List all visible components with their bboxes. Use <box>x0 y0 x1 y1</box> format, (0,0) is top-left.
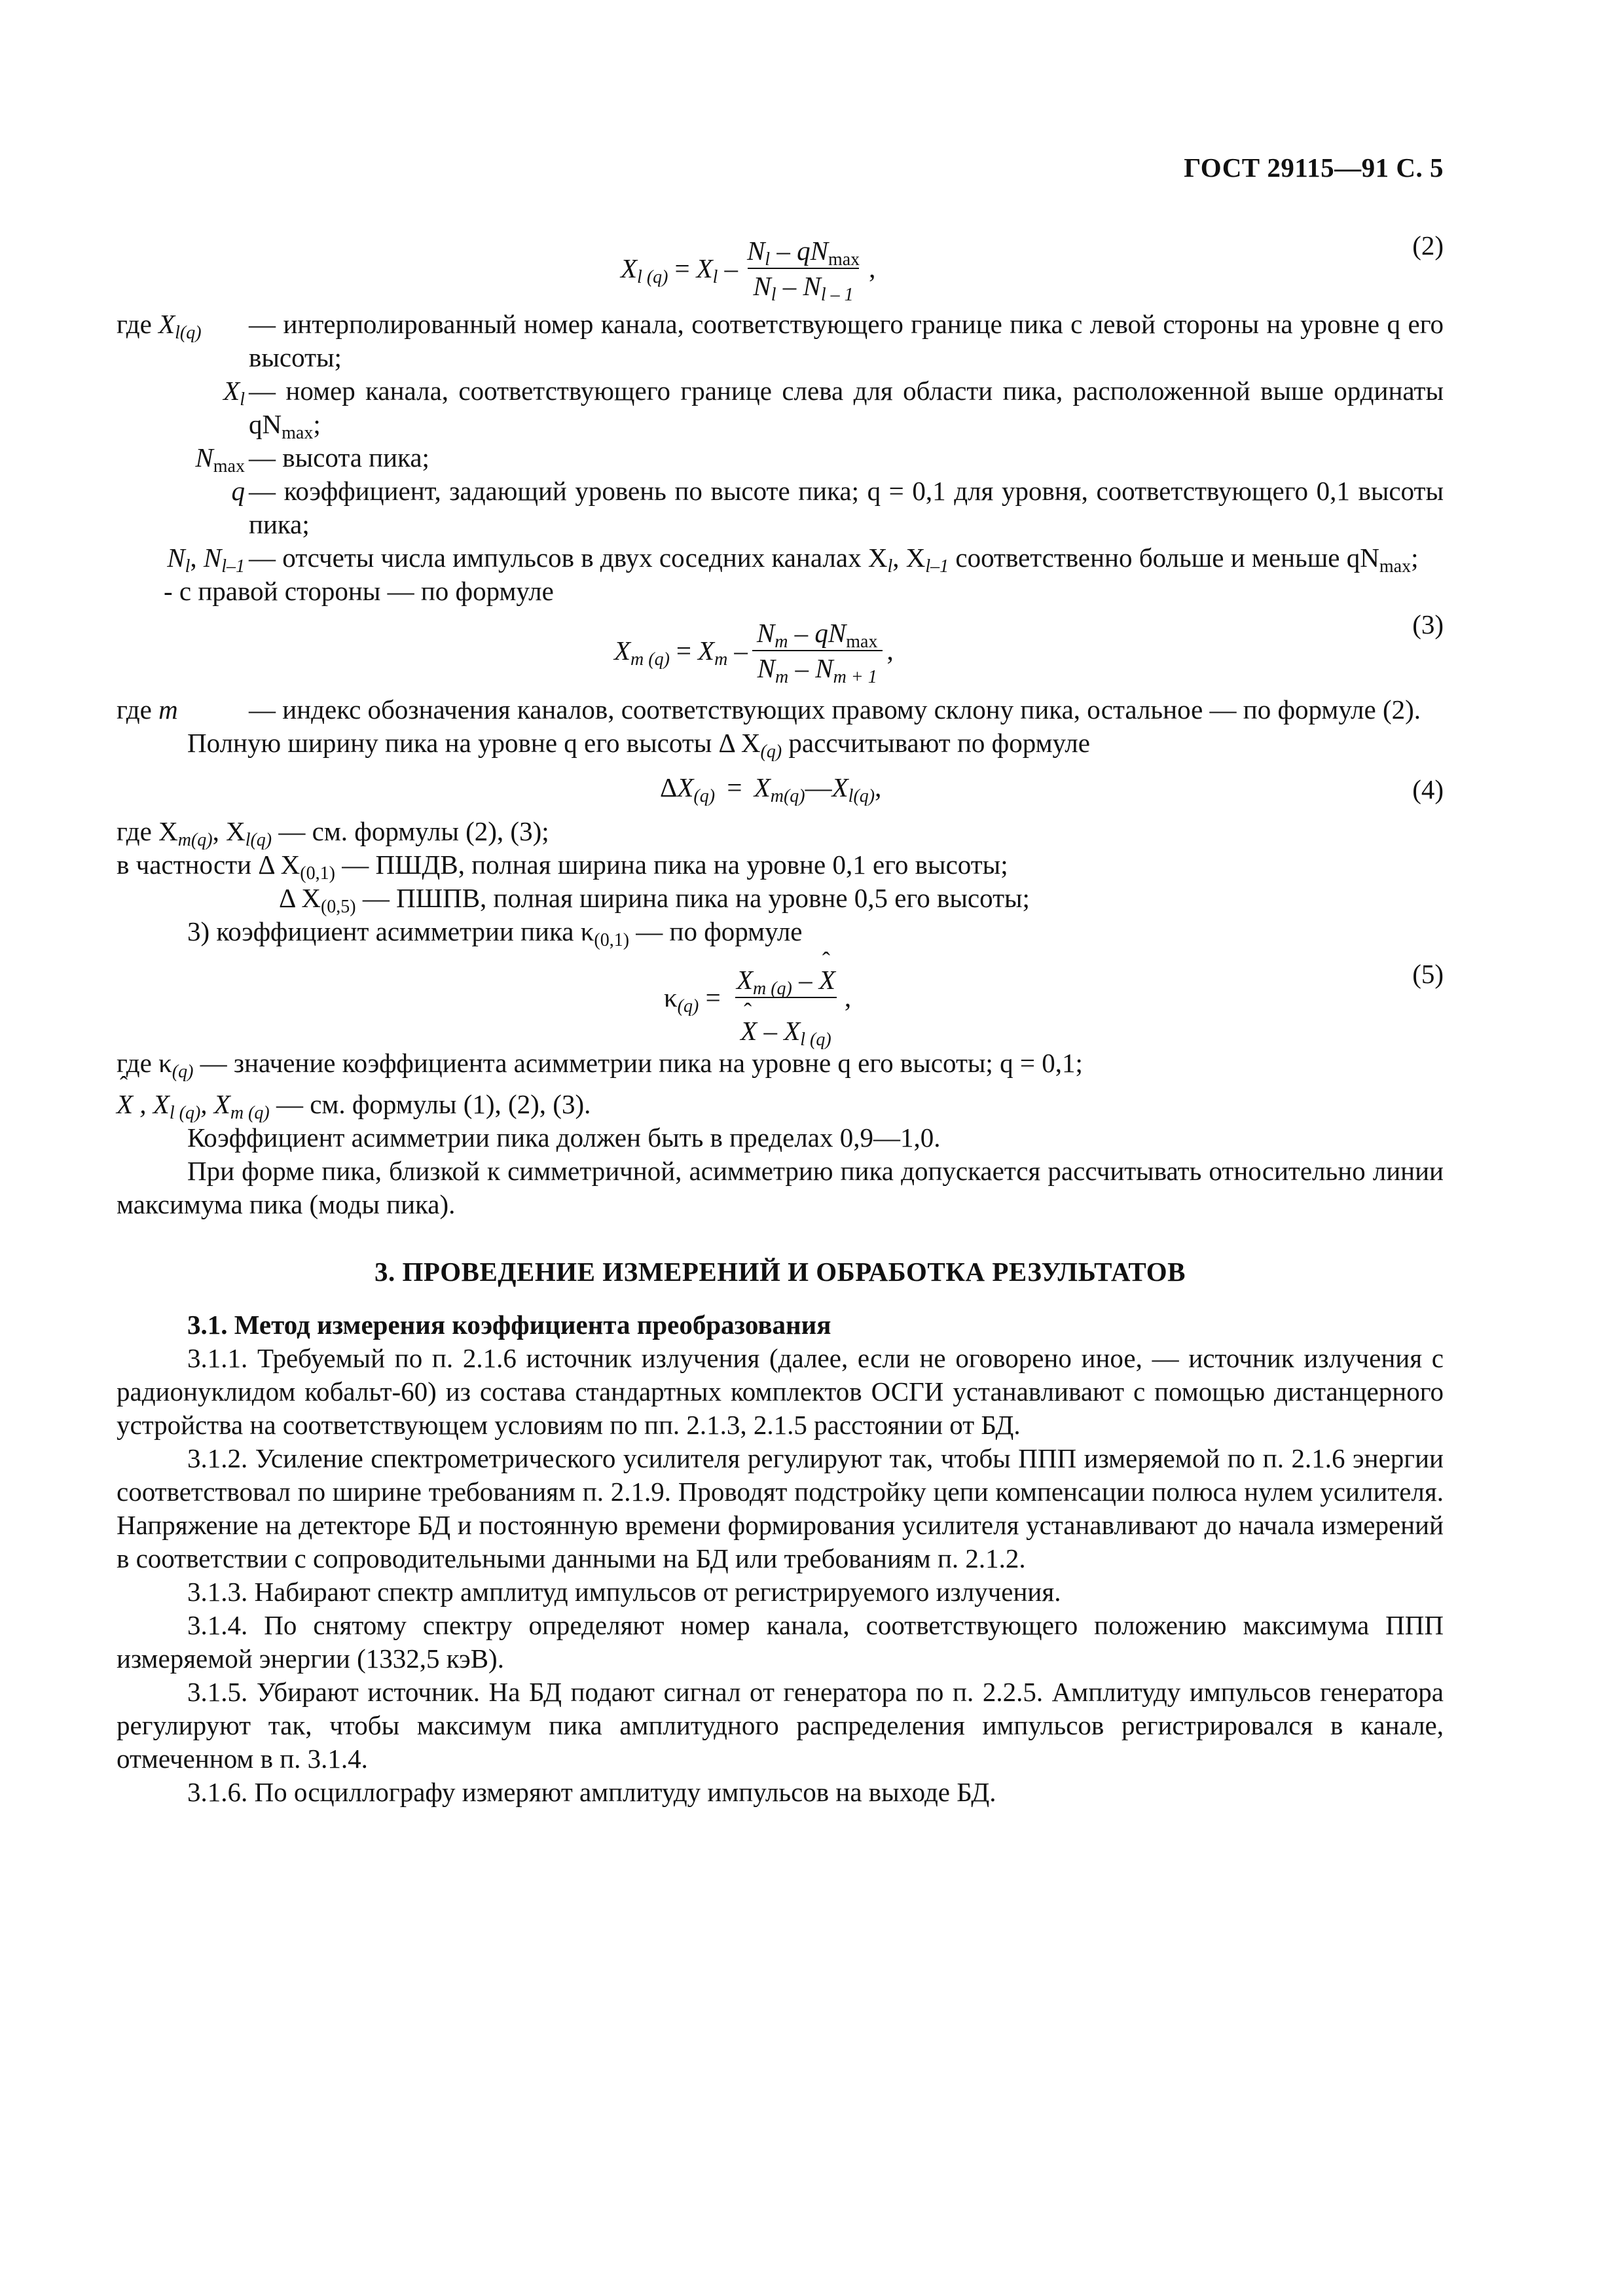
formula-2-number: (2) <box>1412 230 1444 260</box>
def-kappa: где $\kappa_{(q)}$ — значение коэффициента асимметрии пика на уровне q его высоты; q = 0,1; <box>117 1048 1083 1082</box>
paragraph-3-1-6: 3.1.6. По осциллографу измеряют амплитуду импульсов на выходе БД. <box>187 1777 996 1807</box>
def-xhat-refs: ˆ X , $X_{l (q)}$, $X_{m (q)}$ — см. формулы (1), (2), (3). <box>117 1088 1444 1121</box>
formula-5-number: (5) <box>1412 959 1444 989</box>
def-xlq: где $X_{l(q)}$ — интерполированный номер канала, соответствующего границе пика с левой стороны на уровне q его высоты; <box>117 309 1444 372</box>
def-x-refs: где $X_{m(q)}$, $X_{l(q)}$ — см. формулы (2), (3); <box>117 816 549 850</box>
section-3-1-title: 3.1. Метод измерения коэффициента преобразования <box>187 1310 831 1340</box>
formula-4: Δ $X_{(q)}$ = $X_{m(q)}$ — $X_{l(q)}$ , (4) <box>660 772 1444 806</box>
def-q: q — коэффициент, задающий уровень по высоте пика; q = 0,1 для уровня, соответствующего 0,1 высоты пика; <box>231 476 1444 539</box>
width-intro: Полную ширину пика на уровне q его высоты Δ $X_{(q)}$ рассчитывают по формуле <box>187 728 1090 762</box>
paragraph-3-1-4: 3.1.4. По снятому спектру определяют номер канала, соответствующего положению максимума ППП измеряемой энергии (1332,5 кэВ). <box>117 1610 1444 1674</box>
right-side-intro: - с правой стороны — по формуле <box>164 576 554 606</box>
paragraph-3-1-3: 3.1.3. Набирают спектр амплитуд импульсов от регистрируемого излучения. <box>187 1577 1061 1607</box>
formula-4-number: (4) <box>1412 774 1444 804</box>
asymmetry-intro: 3) коэффициент асимметрии пика $\kappa_{(0,1)}$ — по формуле <box>187 916 803 950</box>
asymmetry-note: При форме пика, близкой к симметричной, асимметрию пика допускается рассчитывать относительно линии максимума пика (моды пика). <box>117 1156 1444 1219</box>
formula-2-lhs: $X_{l (q)}$ <box>621 253 668 287</box>
def-xl: $X_l$ — номер канала, соответствующего границе слева для области пика, расположенной выше ординаты $qN_{max}$; <box>223 376 1444 443</box>
section-3-title: 3. ПРОВЕДЕНИЕ ИЗМЕРЕНИЙ И ОБРАБОТКА РЕЗУЛЬТАТОВ <box>374 1257 1186 1287</box>
def-pshdv: в частности Δ $X_{(0,1)}$ — ПШДВ, полная ширина пика на уровне 0,1 его высоты; <box>117 850 1008 884</box>
page-header: ГОСТ 29115—91 С. 5 <box>1184 152 1444 183</box>
formula-5: $\kappa_{(q)}$ = $X_{m (q)}$ – ˆ X ˆ X – $X_{l (q)}$ , (5) <box>117 948 1444 1047</box>
def-pshpv: Δ $X_{(0,5)}$ — ПШПВ, полная ширина пика на уровне 0,5 его высоты; <box>279 883 1030 917</box>
formula-3: $X_{m (q)}$ = $X_m$ – $\frac{N_m - qN_{max}}{N_m - N_{m + 1}}$ , (3) <box>614 609 1444 687</box>
asymmetry-range: Коэффициент асимметрии пика должен быть в пределах 0,9—1,0. <box>187 1122 941 1153</box>
formula-2-fraction: $\frac{N_l - qN_{max}}{N_l - N_{l - 1}}$ <box>746 236 860 305</box>
paragraph-3-1-1: 3.1.1. Требуемый по п. 2.1.6 источник излучения (далее, если не оговорено иное, — источник излучения с радионуклидом кобальт-60) из состава стандартных комплектов ОСГИ устанавливают с помощью дистанцерного устройства на соответствующем условиям по пп. 2.1.3, 2.1.5 расстоянии от БД. <box>117 1343 1444 1440</box>
formula-5-fraction: $X_{m (q)}$ – ˆ X ˆ X – $X_{l (q)}$ <box>731 950 841 1045</box>
formula-2: $X_{l (q)}$ = $X_l$ – $\frac{N_l - qN_{max}}{N_l - N_{l - 1}}$ , (2) <box>621 230 1444 305</box>
paragraph-3-1-5: 3.1.5. Убирают источник. На БД подают сигнал от генератора по п. 2.2.5. Амплитуду импульсов генератора регулируют так, чтобы максимум пика амплитудного распределения импульсов регистрировался в канале, отмеченном в п. 3.1.4. <box>117 1677 1444 1774</box>
def-m: где m — индекс обозначения каналов, соответствующих правому склону пика, остальное — по формуле (2). <box>117 694 1421 725</box>
formula-3-number: (3) <box>1412 609 1444 639</box>
paragraph-3-1-2: 3.1.2. Усиление спектрометрического усилителя регулируют так, чтобы ППП измеряемой по п. 2.1.6 энергии соответствовал по ширине требованиям п. 2.1.9. Проводят подстройку цепи компенсации полюса нулем усилителя. Напряжение на детекторе БД и постоянную времени формирования усилителя устанавливают до начала измерений в соответствии с сопроводительными данными на БД или требованиям п. 2.1.2. <box>117 1443 1444 1573</box>
def-nmax: $N_{max}$ — высота пика; <box>195 442 429 476</box>
formula-3-fraction: $\frac{N_m - qN_{max}}{N_m - N_{m + 1}}$ <box>752 619 883 683</box>
page-content <box>117 229 1444 1809</box>
def-nl: $N_l$, $N_{l-1}$ — отсчеты числа импульсов в двух соседних каналах $X_l$, $X_{l-1}$ соответственно больше и меньше $qN_{max}$; <box>167 543 1419 577</box>
